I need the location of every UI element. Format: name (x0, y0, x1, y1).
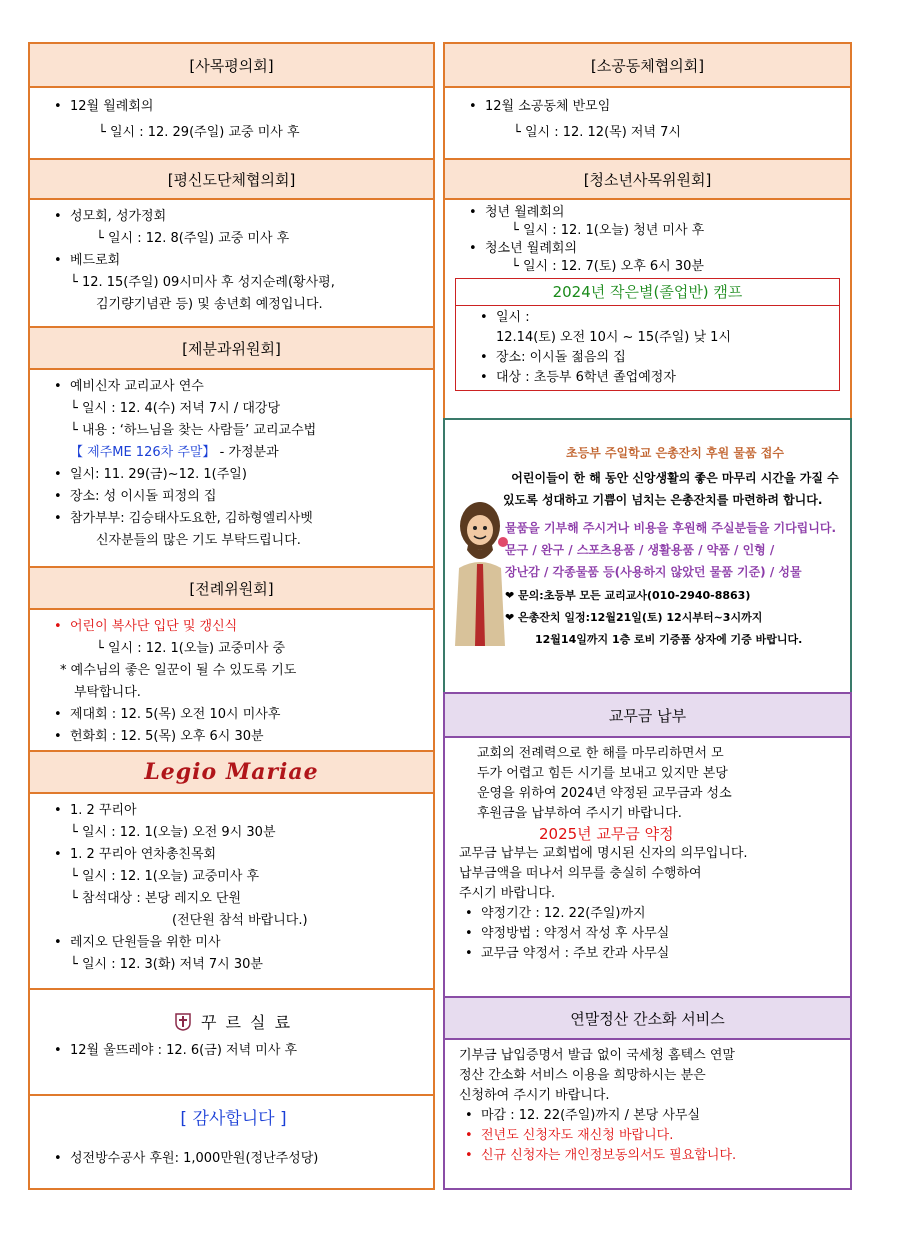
section-header-gyomu (445, 694, 850, 738)
list-sub-item: (전단원 참석 바랍니다.) (172, 913, 308, 928)
list-sub-item: └ 일시 : 12. 1(오늘) 교중미사 중 (96, 641, 286, 656)
section-legio (30, 794, 433, 990)
list-item: • 전년도 신청자도 재신청 바랍니다. (459, 1126, 840, 1146)
list-sub-item: └ 일시 : 12. 7(토) 오후 6시 30분 (511, 259, 704, 274)
list-item: • 대상 : 초등부 6학년 졸업예정자 (474, 368, 825, 388)
paragraph: 후원금을 납부하여 주시기 바랍니다. (477, 806, 682, 821)
list-item: • 청년 월례회의 (463, 204, 840, 222)
section-pyeongsin (30, 200, 433, 328)
section-yeonmal (445, 1040, 850, 1180)
note: 부탁합니다. (74, 685, 141, 700)
list-sub-item: └ 내용 : ‘하느님을 찾는 사람들’ 교리교수법 (70, 423, 317, 438)
right-column-bottom (443, 692, 852, 1190)
list-item: • 성전방수공사 후원: 1,000만원(정난주성당) (48, 1148, 419, 1170)
list-item: • 12월 월례회의 (48, 96, 419, 118)
me-heading (48, 442, 419, 464)
section-jeonrye (30, 610, 433, 752)
section-title: 연말정산 간소화 서비스 (570, 1009, 725, 1028)
poster-line: 있도록 성대하고 기쁨이 넘치는 은총잔치를 마련하려 합니다. (503, 493, 823, 507)
section-title: [제분과위원회] (182, 339, 281, 358)
gyomu-subtitle: 2025년 교무금 약정 (539, 825, 674, 843)
list-sub-item: └ 일시 : 12. 1(오늘) 교중미사 후 (70, 869, 260, 884)
section-title: 교무금 납부 (608, 706, 687, 725)
list-item: • 마감 : 12. 22(주일)까지 / 본당 사무실 (459, 1106, 840, 1126)
poster-contact: ❤ 은총잔치 일정:12월21일(토) 12시부터~3시까지 (505, 611, 763, 624)
section-youth (445, 200, 850, 418)
section-header-yeonmal (445, 998, 850, 1040)
list-sub-item: └ 일시 : 12. 1(오늘) 청년 미사 후 (511, 223, 705, 238)
list-item: • 12월 울뜨레야 : 12. 6(금) 저녁 미사 후 (48, 1040, 419, 1062)
list-item: • 12월 소공동체 반모임 (463, 96, 836, 118)
paragraph: 교무금 납부는 교회법에 명시된 신자의 의무입니다. (459, 846, 748, 861)
paragraph: 기부금 납입증명서 발급 없이 국세청 홈텍스 연말 (459, 1048, 735, 1063)
list-sub-item: └ 참석대상 : 본당 레지오 단원 (70, 891, 242, 906)
section-title: [평신도단체협의회] (167, 170, 296, 189)
poster-contact: 12월14일까지 1층 로비 기증품 상자에 기증 바랍니다. (535, 633, 803, 646)
list-item: • 장소: 이시돌 젊음의 집 (474, 348, 825, 368)
list-item: • 예비신자 교리교사 연수 (48, 376, 419, 398)
list-sub-item: └ 일시 : 12. 8(주일) 교중 미사 후 (96, 231, 290, 246)
list-item: • 헌화회 : 12. 5(목) 오후 6시 30분 (48, 726, 419, 748)
list-sub-item: 김기량기념관 등) 및 송년회 예정입니다. (96, 297, 323, 312)
poster-line: 물품을 기부해 주시거나 비용을 후원해 주실분들을 기다립니다. (505, 521, 837, 535)
section-title: [소공동체협의회] (590, 56, 705, 75)
section-jebun (30, 370, 433, 568)
section-samok (30, 88, 433, 160)
paragraph: 정산 간소화 서비스 이용을 희망하시는 분은 (459, 1068, 706, 1083)
section-title: [사목평의회] (189, 56, 274, 75)
cursillo-logo-icon (175, 1013, 191, 1031)
list-item: • 장소: 성 이시돌 피정의 집 (48, 486, 419, 508)
list-item: • 일시 : (474, 308, 825, 328)
camp-box (455, 278, 840, 391)
section-header-youth (445, 160, 850, 200)
list-item: • 교무금 약정서 : 주보 칸과 사무실 (459, 944, 840, 964)
poster-line: 문구 / 완구 / 스포츠용품 / 생활용품 / 약품 / 인형 / (505, 543, 775, 557)
paragraph: 납부금액을 떠나서 의무를 충실히 수행하여 (459, 866, 702, 881)
paragraph: 운영을 위하여 2024년 약정된 교무금과 성소 (477, 786, 732, 801)
cursillo-heading (48, 1012, 419, 1034)
list-item: • 일시: 11. 29(금)~12. 1(주일) (48, 464, 419, 486)
poster-line: 장난감 / 각종물품 등(사용하지 않았던 물품 기준) / 성물 (505, 565, 802, 579)
section-title: [청소년사목위원회] (583, 170, 712, 189)
list-item: • 베드로회 (48, 250, 419, 272)
section-gyomu (445, 738, 850, 998)
list-sub-item: └ 일시 : 12. 3(화) 저녁 7시 30분 (70, 957, 263, 972)
section-header-jeonrye (30, 568, 433, 610)
section-sogong (445, 88, 850, 160)
me-tag: 【 제주ME 126차 주말】 (70, 445, 216, 460)
list-sub-item: └ 일시 : 12. 4(수) 저녁 7시 / 대강당 (70, 401, 281, 416)
poster-line: 어린이들이 한 해 동안 신앙생활의 좋은 마무리 시간을 가질 수 (511, 471, 839, 485)
cursillo-title: 꾸 르 실 료 (200, 1013, 293, 1032)
list-item: • 1. 2 꾸리아 (48, 800, 419, 822)
right-column-top (443, 42, 852, 420)
me-tail: - 가정분과 (215, 445, 279, 460)
paragraph: 교회의 전례력으로 한 해를 마무리하면서 모 (477, 746, 724, 761)
list-item: • 성모회, 성가정회 (48, 206, 419, 228)
left-column (28, 42, 435, 1190)
list-item: • 제대회 : 12. 5(목) 오전 10시 미사후 (48, 704, 419, 726)
section-header-sogong (445, 44, 850, 88)
list-sub-item: 신자분들의 많은 기도 부탁드립니다. (96, 533, 301, 548)
list-sub-item: └ 일시 : 12. 29(주일) 교중 미사 후 (98, 125, 300, 140)
list-item: • 레지오 단원들을 위한 미사 (48, 932, 419, 954)
section-header-jebun (30, 328, 433, 370)
list-item: • 약정기간 : 12. 22(주일)까지 (459, 904, 840, 924)
section-header-legio (30, 752, 433, 794)
section-title: [전례위원회] (189, 579, 274, 598)
section-header-samok (30, 44, 433, 88)
list-sub-item: └ 12. 15(주일) 09시미사 후 성지순례(황사평, (70, 275, 335, 290)
list-item: • 참가부부: 김승태사도요한, 김하형엘리사벳 (48, 508, 419, 530)
thanks-title: [ 감사합니다 ] (180, 1109, 287, 1129)
note: * 예수님의 좋은 일꾼이 될 수 있도록 기도 (60, 663, 297, 678)
section-thanks (30, 1096, 433, 1186)
legio-title: Legio Mariae (144, 759, 319, 785)
list-item: • 약정방법 : 약정서 작성 후 사무실 (459, 924, 840, 944)
camp-title: 2024년 작은별(졸업반) 캠프 (456, 279, 839, 306)
poster-title: 초등부 주일학교 은총잔치 후원 물품 접수 (566, 446, 784, 460)
paragraph: 주시기 바랍니다. (459, 886, 556, 901)
list-item: • 청소년 월례회의 (463, 240, 840, 258)
poster-contact: ❤ 문의:초등부 모든 교리교사(010-2940-8863) (505, 589, 751, 602)
list-item: • 1. 2 꾸리아 연차총친목회 (48, 844, 419, 866)
list-sub-item: 12.14(토) 오전 10시 ~ 15(주일) 낮 1시 (496, 330, 732, 345)
section-cursillo (30, 990, 433, 1096)
list-sub-item: └ 일시 : 12. 12(목) 저녁 7시 (513, 125, 681, 140)
list-sub-item: └ 일시 : 12. 1(오늘) 오전 9시 30분 (70, 825, 276, 840)
section-header-pyeongsin (30, 160, 433, 200)
poster-frame (443, 418, 852, 694)
poster-image (449, 498, 511, 648)
list-item: • 어린이 복사단 입단 및 갱신식 (48, 616, 419, 638)
list-item: • 신규 신청자는 개인정보동의서도 필요합니다. (459, 1146, 840, 1166)
paragraph: 두가 어렵고 힘든 시기를 보내고 있지만 본당 (477, 766, 728, 781)
paragraph: 신청하여 주시기 바랍니다. (459, 1088, 610, 1103)
